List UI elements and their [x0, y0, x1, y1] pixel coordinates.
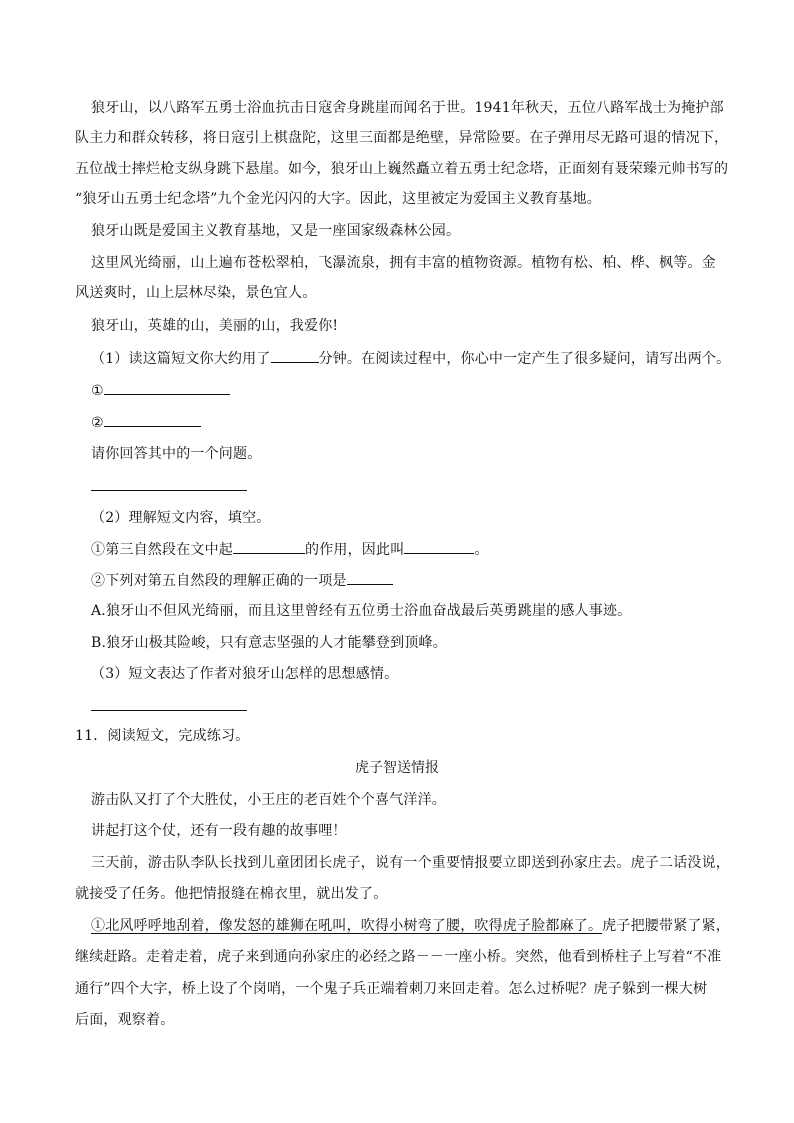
q2-1-blank-1[interactable]	[233, 539, 305, 554]
passage1-p4: 狼牙山，英雄的山，美丽的山，我爱你!	[91, 318, 339, 334]
question-1	[91, 348, 741, 369]
passage1-p2: 狼牙山既是爱国主义教育基地，又是一座国家级森林公园。	[91, 223, 461, 239]
section-11-heading: 11．阅读短文，完成练习。	[75, 728, 250, 744]
story-title: 虎子智送情报	[355, 760, 439, 776]
question-1-answer-prompt: 请你回答其中的一个问题。	[91, 446, 262, 462]
item-1-marker: ①	[91, 383, 104, 399]
passage1-p3-line2: 风送爽时，山上层林尽染，景色宜人。	[75, 285, 317, 301]
passage1-p1-line4: “狼牙山五勇士纪念塔”九个金光闪闪的大字。因此，这里被定为爱国主义教育基地。	[75, 191, 601, 207]
item-2-marker: ②	[91, 415, 104, 431]
story-p4-line3: 通行”四个大字，桥上设了个岗哨，一个鬼子兵正端着刺刀来回走着。怎么过桥呢？虎子躲到一棵大树	[75, 981, 708, 997]
item-2-blank[interactable]	[104, 412, 201, 427]
story-p3-line2: 就接受了任务。他把情报缝在棉衣里，就出发了。	[75, 886, 388, 902]
q2-2-text: ②下列对第五自然段的理解正确的一项是	[91, 573, 347, 589]
q2-1-text-a: ①第三自然段在文中起	[91, 542, 233, 558]
option-b: B.狼牙山极其险峻，只有意志坚强的人才能攀登到顶峰。	[91, 635, 447, 651]
item-1-blank[interactable]	[104, 380, 230, 395]
story-underlined-sentence: ①北风呼呼地刮着，像发怒的雄狮在吼叫，吹得小树弯了腰，吹得虎子脸都麻了。	[91, 918, 603, 934]
question-1-item-2	[91, 412, 741, 433]
question-1-item-1	[91, 380, 741, 401]
option-a: A.狼牙山不但风光绮丽，而且这里曾经有五位勇士浴血奋战最后英勇跳崖的感人事迹。	[91, 603, 632, 619]
question-3: （3）短文表达了作者对狼牙山怎样的思想感情。	[91, 666, 399, 682]
q2-2-blank[interactable]	[347, 570, 393, 585]
question-1-text-b: 分钟。在阅读过程中，你心中一定产生了很多疑问，请写出两个。	[318, 351, 731, 367]
story-p4-line1	[91, 916, 741, 936]
story-p4-line4: 后面，观察着。	[75, 1012, 175, 1028]
story-p1: 游击队又打了个大胜仗，小王庄的老百姓个个喜气洋洋。	[91, 792, 446, 808]
passage1-p1-line1: 狼牙山，以八路军五勇士浴血抗击日寇舍身跳崖而闻名于世。1941年秋天，五位八路军战士为掩护部	[91, 100, 724, 116]
q2-1-text-c: 。	[474, 542, 489, 558]
question-2-2	[91, 570, 741, 591]
question-1-blank[interactable]	[271, 348, 319, 363]
passage1-p1-line2: 队主力和群众转移，将日寇引上棋盘陀，这里三面都是绝壁，异常险要。在子弹用尽无路可退的情况下，	[75, 130, 729, 146]
question-2-1	[91, 539, 741, 560]
story-p4-line2: 继续赶路。走着走着，虎子来到通向孙家庄的必经之路－－一座小桥。突然，他看到桥柱子上写着“不准	[75, 949, 722, 965]
passage1-p1-line3: 五位战士摔烂枪支纵身跳下悬崖。如今，狼牙山上巍然矗立着五勇士纪念塔，正面刻有聂荣臻元帅书写的	[75, 161, 729, 177]
story-p3-line1: 三天前，游击队李队长找到儿童团团长虎子，说有一个重要情报要立即送到孙家庄去。虎子二话没说，	[91, 855, 730, 871]
question-2: （2）理解短文内容，填空。	[91, 510, 271, 526]
q2-1-blank-2[interactable]	[404, 539, 474, 554]
passage1-p3-line1: 这里风光绮丽，山上遍布苍松翠柏，飞瀑流泉，拥有丰富的植物资源。植物有松、柏、桦、枫等。金	[91, 255, 716, 271]
story-p2: 讲起打这个仗，还有一段有趣的故事哩！	[91, 823, 347, 839]
q2-1-text-b: 的作用，因此叫	[305, 542, 405, 558]
question-1-text-a: （1）读这篇短文你大约用了	[91, 351, 271, 367]
story-p4-rest: 虎子把腰带紧了紧，	[602, 918, 731, 934]
question-1-answer-line[interactable]	[91, 490, 247, 491]
question-3-answer-line[interactable]	[91, 710, 247, 711]
